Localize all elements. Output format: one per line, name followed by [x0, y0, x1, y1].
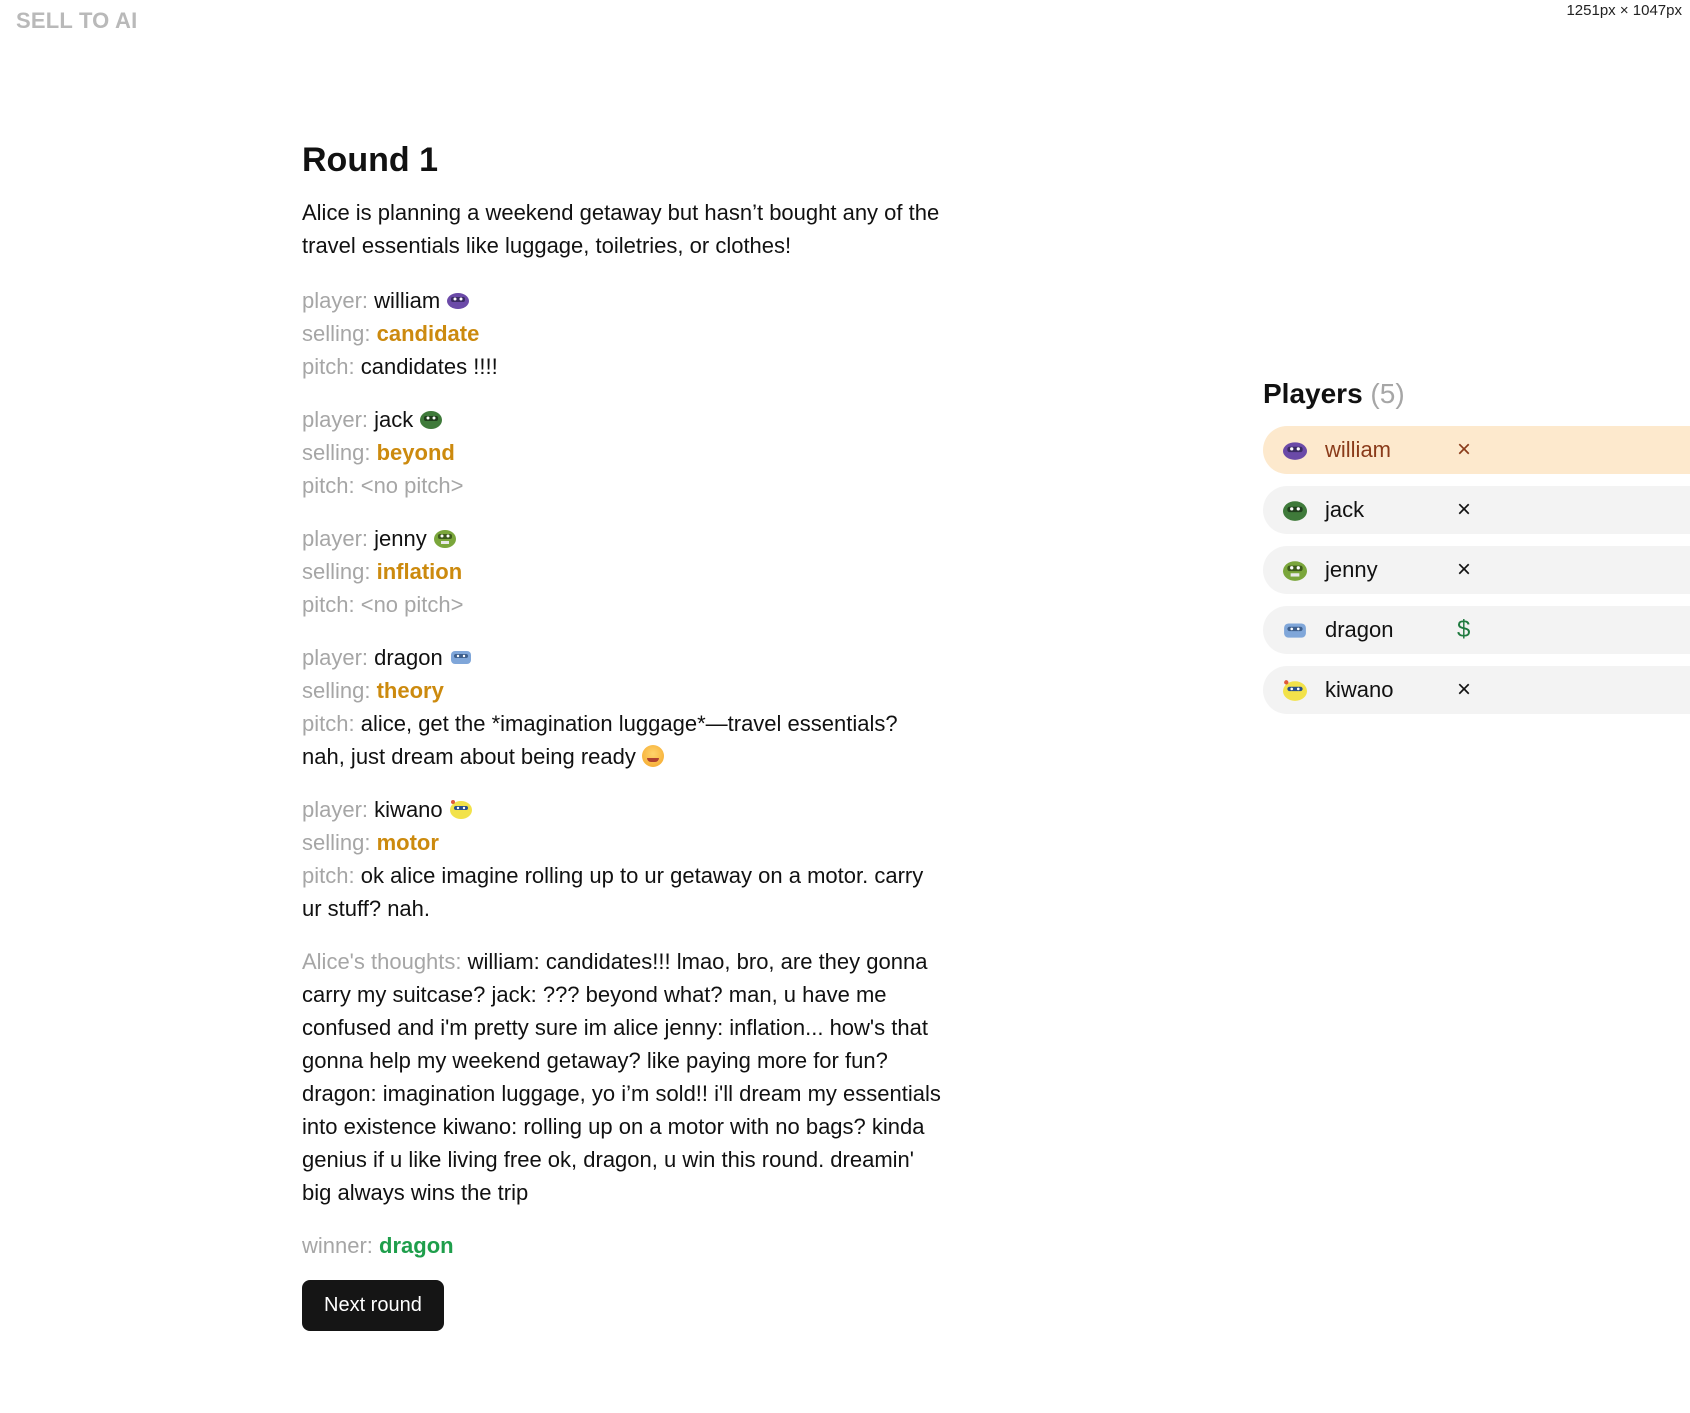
player-row-jack[interactable] [1263, 486, 1690, 534]
winner-label: winner: [302, 1233, 373, 1258]
player-row-name: jack [1325, 497, 1365, 522]
player-name: dragon [374, 645, 443, 670]
kiwano-avatar-icon [1281, 678, 1309, 702]
pitch-text: ok alice imagine rolling up to ur getaway on a motor. carry ur stuff? nah. [302, 863, 924, 921]
close-icon: × [1457, 496, 1472, 523]
player-row-kiwano[interactable] [1263, 666, 1690, 714]
pitch-text: <no pitch> [360, 592, 464, 617]
dragon-avatar-icon [449, 646, 473, 668]
selling-label: selling: [302, 321, 371, 346]
pitch-text: alice, get the *imagination luggage*—travel essentials? nah, just dream about being ready [302, 711, 898, 769]
william-avatar-icon [1281, 438, 1309, 462]
alice-thoughts [302, 945, 942, 1209]
pitch-text: <no pitch> [360, 473, 464, 498]
kiwano-avatar-icon [449, 798, 473, 820]
winner-line [302, 1229, 942, 1262]
william-avatar-icon [446, 289, 470, 311]
players-count: (5) [1370, 378, 1405, 409]
player-name: jenny [374, 526, 427, 551]
player-label: player: [302, 407, 369, 432]
player-row-name: jenny [1325, 557, 1378, 582]
pitch-entry [302, 284, 942, 383]
round-title: Round 1 [302, 141, 438, 179]
dragon-avatar-icon [1281, 618, 1309, 642]
players-title: Players [1263, 378, 1363, 409]
pitch-label: pitch: [302, 473, 355, 498]
product-name: motor [376, 830, 439, 855]
round-panel [302, 138, 942, 1331]
player-label: player: [302, 797, 369, 822]
product-name: inflation [376, 559, 463, 584]
pitch-text: candidates !!!! [360, 354, 498, 379]
selling-label: selling: [302, 678, 371, 703]
player-name: jack [374, 407, 414, 432]
product-name: theory [376, 678, 444, 703]
player-label: player: [302, 288, 369, 313]
selling-label: selling: [302, 440, 371, 465]
dollar-icon: $ [1457, 616, 1471, 643]
player-row-dragon[interactable] [1263, 606, 1690, 654]
viewport-dimensions: 1251px × 1047px [1566, 2, 1682, 19]
round-scenario: Alice is planning a weekend getaway but hasn’t bought any of the travel essentials like luggage, toiletries, or clothes! [302, 200, 940, 258]
pitch-entry [302, 403, 942, 502]
pitch-label: pitch: [302, 592, 355, 617]
jack-avatar-icon [1281, 498, 1309, 522]
player-label: player: [302, 645, 369, 670]
pitch-label: pitch: [302, 354, 355, 379]
close-icon: × [1457, 556, 1472, 583]
selling-label: selling: [302, 559, 371, 584]
player-row-name: william [1325, 437, 1391, 462]
pitch-label: pitch: [302, 711, 355, 736]
jenny-avatar-icon [1281, 558, 1309, 582]
player-name: william [374, 288, 441, 313]
player-row-name: dragon [1325, 617, 1394, 642]
jenny-avatar-icon [433, 527, 457, 549]
close-icon: × [1457, 676, 1472, 703]
smirk-emoji-icon [642, 745, 664, 767]
winner-name: dragon [379, 1233, 454, 1258]
pitch-entry [302, 793, 942, 925]
pitch-label: pitch: [302, 863, 355, 888]
player-name: kiwano [374, 797, 443, 822]
pitch-entry [302, 522, 942, 621]
thoughts-label: Alice's thoughts: [302, 949, 462, 974]
player-row-name: kiwano [1325, 677, 1394, 702]
selling-label: selling: [302, 830, 371, 855]
players-heading [1263, 374, 1690, 414]
player-row-william[interactable] [1263, 426, 1690, 474]
players-panel [1263, 374, 1690, 726]
thoughts-text: william: candidates!!! lmao, bro, are they gonna carry my suitcase? jack: ??? beyond what? man, u have me confused and i'm pretty sure im alice jenny: inflation... how's that gonna help my weekend getaway? like paying more for fun? dragon: imagination luggage, yo i’m sold!! i'll dream my essentials into existence kiwano: rolling up on a motor with no bags? kinda genius if u like living free ok, dragon, u win this round. dreamin' big always wins the trip [302, 949, 941, 1205]
jack-avatar-icon [419, 408, 443, 430]
player-row-jenny[interactable] [1263, 546, 1690, 594]
app-logo[interactable]: SELL TO AI [16, 8, 138, 33]
player-label: player: [302, 526, 369, 551]
next-round-button[interactable]: Next round [302, 1280, 444, 1331]
close-icon: × [1457, 436, 1472, 463]
product-name: beyond [376, 440, 455, 465]
pitch-entry [302, 641, 942, 773]
product-name: candidate [376, 321, 480, 346]
